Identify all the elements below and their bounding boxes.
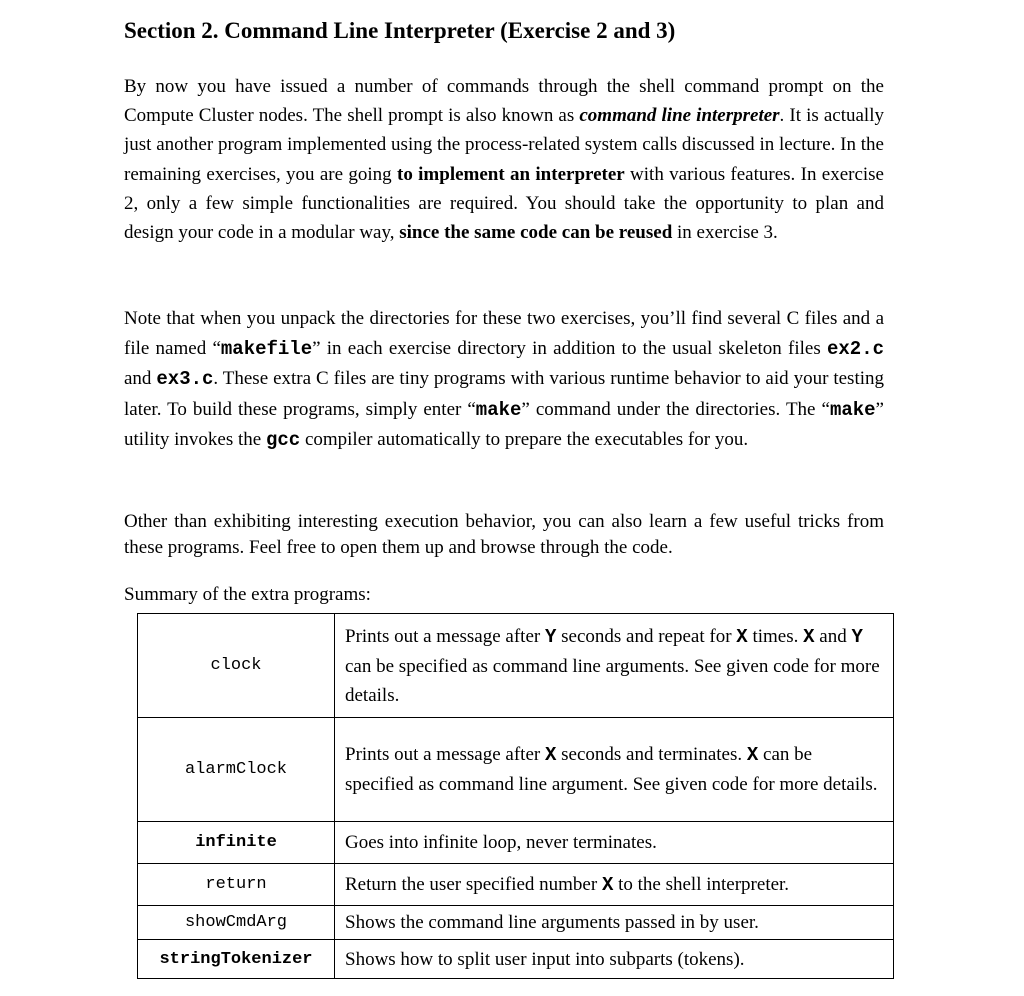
paragraph-tricks: Other than exhibiting interesting execution behavior, you can also learn a few useful tricks from these programs. Feel free to open them up and browse through the code. xyxy=(124,511,884,558)
program-name: clock xyxy=(138,614,335,718)
program-name: stringTokenizer xyxy=(138,940,335,979)
code-makefile: makefile xyxy=(220,337,313,360)
code-ex2-c: ex2.c xyxy=(827,337,885,360)
paragraph-makefile-note: Note that when you unpack the directories for these two exercises, you’ll find several C files and a file named “makefile” in each exercise directory in addition to the usual skeleton files ex2.c and ex3.c. These extra C files are tiny programs with various runtime behavior to aid your testing later. To build these programs, simply enter “make” command under the directories. The “make” utility invokes the gcc compiler automatically to prepare the executables for you. xyxy=(124,308,885,452)
program-name: alarmClock xyxy=(138,718,335,822)
table-row xyxy=(138,614,894,718)
section-title: Section 2. Command Line Interpreter (Exercise 2 and 3) xyxy=(124,18,676,43)
code-ex3-c: ex3.c xyxy=(156,368,214,391)
table-row xyxy=(138,906,894,940)
table-row xyxy=(138,940,894,979)
program-name: return xyxy=(138,864,335,906)
program-name: showCmdArg xyxy=(138,906,335,940)
emphasis-implement-interpreter: to implement an interpreter xyxy=(397,163,625,185)
extra-programs-table xyxy=(137,613,894,979)
code-gcc: gcc xyxy=(265,429,301,452)
program-description: Goes into infinite loop, never terminates. xyxy=(335,822,894,864)
program-description: Prints out a message after X seconds and terminates. X can be specified as command line argument. See given code for more details. xyxy=(335,718,894,822)
program-description: Shows the command line arguments passed in by user. xyxy=(335,906,894,940)
summary-heading: Summary of the extra programs: xyxy=(124,584,371,605)
table-row xyxy=(138,864,894,906)
code-make: make xyxy=(475,398,522,421)
program-description: Return the user specified number X to the shell interpreter. xyxy=(335,864,894,906)
paragraph-intro: By now you have issued a number of commands through the shell command prompt on the Compute Cluster nodes. The shell prompt is also known as command line interpreter. It is actually just another program implemented using the process-related system calls discussed in lecture. In the remaining exercises, you are going to implement an interpreter with various features. In exercise 2, only a few simple functionalities are required. You should take the opportunity to plan and design your code in a modular way, since the same code can be reused in exercise 3. xyxy=(124,76,884,244)
emphasis-code-reuse: since the same code can be reused xyxy=(399,222,673,244)
program-description: Shows how to split user input into subparts (tokens). xyxy=(335,940,894,979)
program-name: infinite xyxy=(138,822,335,864)
table-row xyxy=(138,718,894,822)
table-row xyxy=(138,822,894,864)
program-description: Prints out a message after Y seconds and repeat for X times. X and Y can be specified as command line arguments. See given code for more details. xyxy=(335,614,894,718)
code-make: make xyxy=(829,398,876,421)
term-command-line-interpreter: command line interpreter xyxy=(579,105,780,127)
